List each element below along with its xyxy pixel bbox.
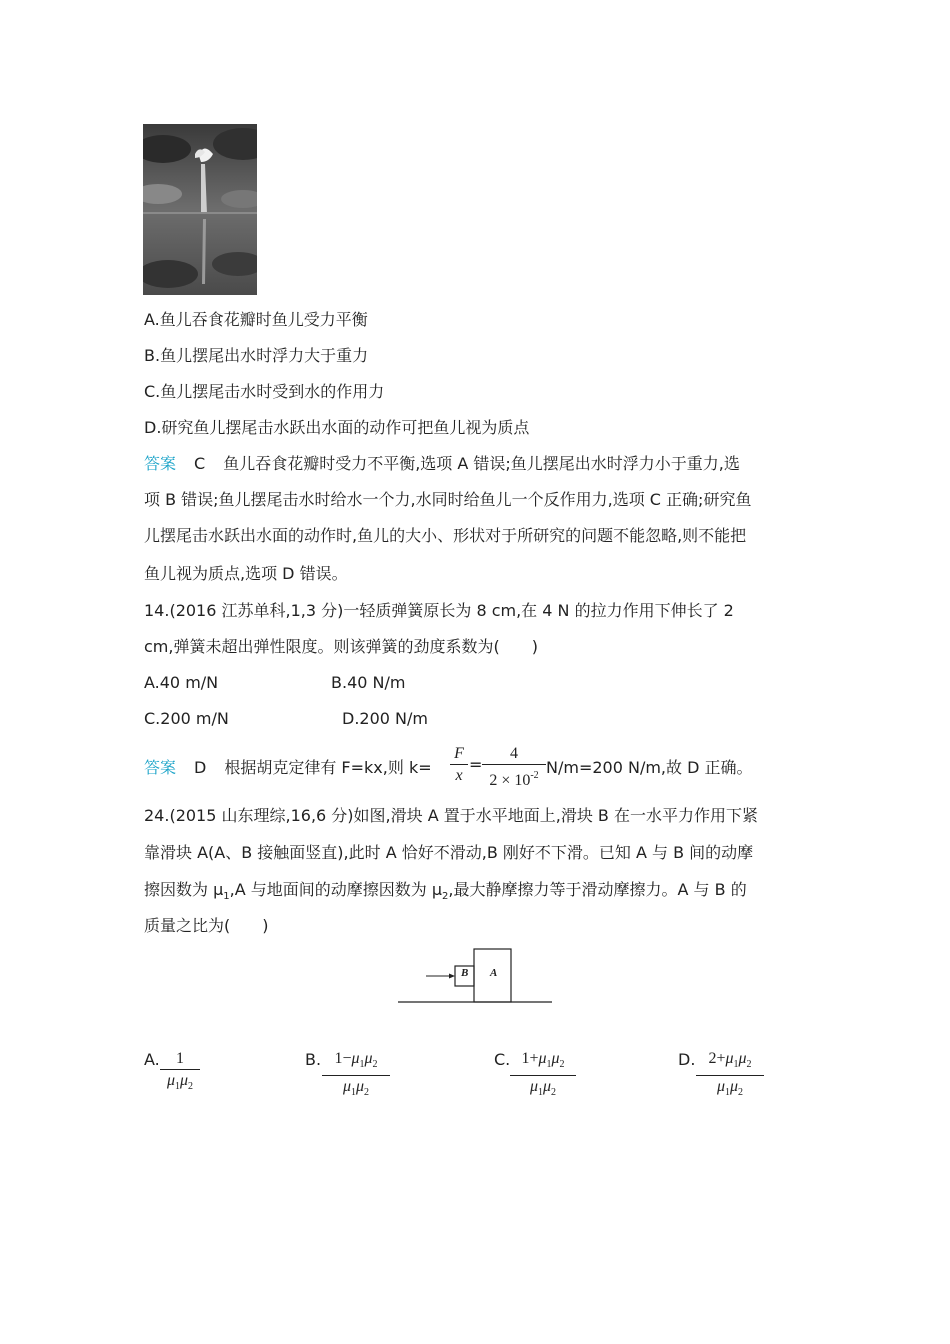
q24-opt-b-den-sub2: 2 bbox=[364, 1087, 370, 1099]
q24-option-c-prefix: C. bbox=[494, 1050, 511, 1069]
q13-answer-line bbox=[144, 454, 740, 474]
q24-stem-3-mid: ,A 与地面间的动摩擦因数为 μ bbox=[229, 880, 443, 899]
q14-equals: = bbox=[469, 755, 483, 774]
q14-frac2-exp: -2 bbox=[530, 770, 539, 781]
q14-frac2-num: 4 bbox=[510, 745, 518, 762]
q14-answer-label: 答案 bbox=[144, 758, 177, 777]
q24-option-a-fraction bbox=[160, 1049, 200, 1098]
q24-opt-a-mu1: μ bbox=[166, 1072, 175, 1089]
q24-opt-c-den-mu2: μ bbox=[543, 1078, 552, 1096]
q24-opt-d-den-sub2: 2 bbox=[738, 1087, 744, 1099]
q13-explanation-3: 儿摆尾击水跃出水面的动作时,鱼儿的大小、形状对于所研究的问题不能忽略,则不能把 bbox=[144, 526, 747, 545]
q24-opt-b-num-sub2: 2 bbox=[372, 1059, 378, 1071]
q24-opt-a-mu2: μ bbox=[180, 1072, 189, 1089]
q13-answer-letter: C bbox=[194, 454, 206, 473]
q14-explanation-post: N/m=200 N/m,故 D 正确。 bbox=[546, 758, 753, 777]
q24-opt-d-num-pre: 2+ bbox=[708, 1050, 726, 1067]
q24-opt-a-num: 1 bbox=[176, 1050, 184, 1067]
q24-option-b-prefix: B. bbox=[305, 1050, 322, 1069]
q13-explanation-2: 项 B 错误;鱼儿摆尾击水时给水一个力,水同时给鱼儿一个反作用力,选项 C 正确;研究鱼 bbox=[144, 490, 752, 509]
q24-opt-c-num-mu2: μ bbox=[551, 1050, 560, 1067]
q14-option-a: A.40 m/N bbox=[144, 673, 219, 692]
q24-opt-b-num-sub1: 1 bbox=[359, 1059, 365, 1071]
q24-stem-3 bbox=[144, 880, 747, 907]
q13-explanation-4: 鱼儿视为质点,选项 D 错误。 bbox=[144, 564, 348, 583]
q14-frac2-den: 2 × 10 bbox=[489, 772, 531, 789]
q24-opt-c-den-sub2: 2 bbox=[551, 1087, 557, 1099]
q24-opt-a-sub2: 2 bbox=[188, 1081, 194, 1093]
q24-option-c-fraction bbox=[510, 1049, 576, 1104]
q24-opt-d-num-sub1: 1 bbox=[733, 1059, 739, 1071]
q24-opt-b-num-mu2: μ bbox=[364, 1050, 373, 1067]
q24-stem-3-pre: 擦因数为 μ bbox=[144, 880, 224, 899]
q14-frac1-den: x bbox=[455, 767, 463, 784]
q24-opt-c-den-sub1: 1 bbox=[538, 1087, 543, 1099]
q24-option-d-fraction bbox=[696, 1049, 764, 1104]
q13-option-a: A.鱼儿吞食花瓣时鱼儿受力平衡 bbox=[144, 310, 368, 329]
q13-option-d: D.研究鱼儿摆尾击水跃出水面的动作可把鱼儿视为质点 bbox=[144, 418, 530, 437]
q24-opt-b-den-mu1: μ bbox=[342, 1078, 351, 1096]
q24-stem-3-post: ,最大静摩擦力等于滑动摩擦力。A 与 B 的 bbox=[448, 880, 747, 899]
fish-lotus-image bbox=[143, 124, 257, 295]
q24-mu2-sub: 2 bbox=[442, 891, 449, 903]
q24-opt-c-num-sub2: 2 bbox=[559, 1059, 565, 1071]
q14-explanation-pre: 根据胡克定律有 F=kx,则 k= bbox=[224, 758, 432, 777]
q24-opt-b-num-pre: 1− bbox=[334, 1050, 352, 1067]
q24-option-d-prefix: D. bbox=[678, 1050, 696, 1069]
q14-option-b: B.40 N/m bbox=[331, 673, 406, 692]
fish-lotus-photo bbox=[143, 124, 257, 295]
q24-opt-d-den-sub1: 1 bbox=[725, 1087, 730, 1099]
q14-frac1-num: F bbox=[454, 745, 464, 762]
q24-opt-b-den-mu2: μ bbox=[356, 1078, 365, 1096]
q13-explanation-1: 鱼儿吞食花瓣时受力不平衡,选项 A 错误;鱼儿摆尾出水时浮力小于重力,选 bbox=[223, 454, 740, 473]
q13-option-b: B.鱼儿摆尾出水时浮力大于重力 bbox=[144, 346, 369, 365]
q24-opt-c-num-mu1: μ bbox=[538, 1050, 547, 1067]
q24-opt-d-num-mu1: μ bbox=[725, 1050, 734, 1067]
q24-label-b: B bbox=[461, 967, 469, 979]
q14-fraction-f-over-x bbox=[450, 744, 468, 787]
q24-opt-d-num-mu2: μ bbox=[738, 1050, 747, 1067]
q14-answer-line bbox=[144, 755, 432, 778]
q24-opt-a-sub1: 1 bbox=[175, 1081, 180, 1093]
q24-opt-c-den-mu1: μ bbox=[529, 1078, 538, 1096]
q14-option-d: D.200 N/m bbox=[342, 709, 428, 728]
q24-opt-d-num-sub2: 2 bbox=[746, 1059, 752, 1071]
q13-answer-label: 答案 bbox=[144, 454, 177, 473]
blocks-diagram bbox=[396, 945, 556, 1007]
q24-opt-b-num-mu1: μ bbox=[351, 1050, 360, 1067]
q24-opt-d-den-mu1: μ bbox=[716, 1078, 725, 1096]
q24-mu1-sub: 1 bbox=[223, 891, 230, 903]
q14-fraction-value bbox=[482, 744, 546, 792]
q14-stem-2: cm,弹簧未超出弹性限度。则该弹簧的劲度系数为( ) bbox=[144, 637, 538, 656]
q24-stem-4: 质量之比为( ) bbox=[144, 916, 269, 935]
q14-answer-letter: D bbox=[194, 758, 207, 777]
q13-option-c: C.鱼儿摆尾击水时受到水的作用力 bbox=[144, 382, 385, 401]
q24-opt-c-num-sub1: 1 bbox=[546, 1059, 552, 1071]
q24-option-b-fraction bbox=[322, 1049, 390, 1104]
q24-opt-c-num-pre: 1+ bbox=[521, 1050, 539, 1067]
q24-stem-1: 24.(2015 山东理综,16,6 分)如图,滑块 A 置于水平地面上,滑块 B 在一水平力作用下紧 bbox=[144, 806, 758, 825]
q24-option-a-prefix: A. bbox=[144, 1050, 160, 1069]
q24-label-a: A bbox=[490, 967, 498, 979]
q24-block-figure bbox=[396, 945, 556, 1007]
q24-opt-d-den-mu2: μ bbox=[730, 1078, 739, 1096]
q14-stem-1: 14.(2016 江苏单科,1,3 分)一轻质弹簧原长为 8 cm,在 4 N 的拉力作用下伸长了 2 bbox=[144, 601, 734, 620]
q14-option-c: C.200 m/N bbox=[144, 709, 229, 728]
q24-stem-2: 靠滑块 A(A、B 接触面竖直),此时 A 恰好不滑动,B 刚好不下滑。已知 A 与 B 间的动摩 bbox=[144, 843, 754, 862]
q24-opt-b-den-sub1: 1 bbox=[351, 1087, 356, 1099]
